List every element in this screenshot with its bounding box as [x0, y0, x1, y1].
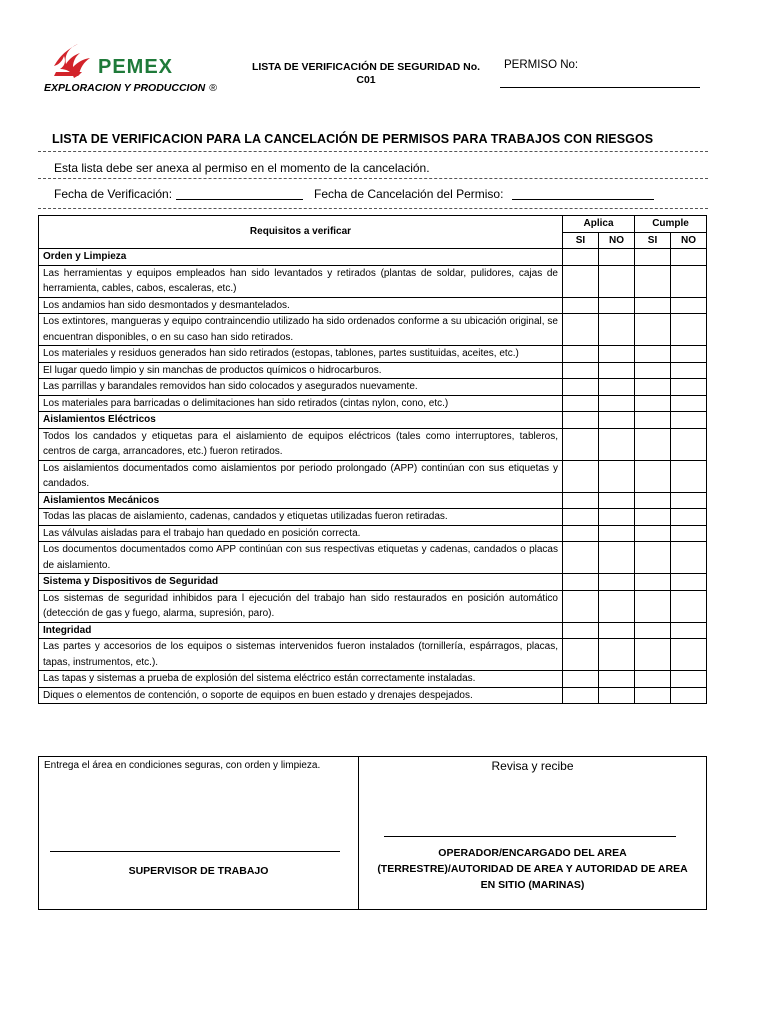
complies-no-cell[interactable] [671, 639, 707, 671]
applies-yes-cell [563, 574, 599, 591]
pemex-logo [44, 42, 217, 98]
applies-yes-cell[interactable] [563, 525, 599, 542]
applies-yes-cell [563, 412, 599, 429]
requirement-text: Los andamios han sido desmontados y desmantelados. [39, 297, 563, 314]
checklist-table [38, 215, 707, 704]
complies-yes-cell [635, 492, 671, 509]
complies-yes-cell[interactable] [635, 297, 671, 314]
table-row [39, 265, 707, 297]
doc-title-line-1: LISTA DE VERIFICACIÓN DE SEGURIDAD No. [251, 61, 481, 73]
applies-no-cell [599, 622, 635, 639]
requirement-text: Los sistemas de seguridad inhibidos para l ejecución del trabajo han sido restaurados en posición automático (detección de gas y fuego, alarma, supresión, paro). [39, 590, 563, 622]
table-row [39, 509, 707, 526]
complies-no-cell [671, 574, 707, 591]
complies-yes-cell[interactable] [635, 265, 671, 297]
applies-no-cell[interactable] [599, 265, 635, 297]
applies-yes-cell [563, 492, 599, 509]
complies-no-cell [671, 412, 707, 429]
permit-number-field[interactable] [500, 87, 700, 88]
table-row [39, 428, 707, 460]
table-row [39, 297, 707, 314]
applies-yes-cell[interactable] [563, 509, 599, 526]
applies-yes-cell [563, 622, 599, 639]
table-row [39, 671, 707, 688]
complies-yes-cell[interactable] [635, 639, 671, 671]
table-row [39, 379, 707, 396]
complies-no-cell[interactable] [671, 687, 707, 704]
divider [38, 208, 708, 209]
requirement-text: Todas las placas de aislamiento, cadenas, candados y etiquetas utilizadas fueron retiradas. [39, 509, 563, 526]
section-row [39, 574, 707, 591]
table-row [39, 525, 707, 542]
complies-yes-cell[interactable] [635, 362, 671, 379]
applies-no-cell[interactable] [599, 542, 635, 574]
applies-yes-cell[interactable] [563, 590, 599, 622]
complies-no-header: NO [671, 232, 707, 249]
complies-header: Cumple [635, 216, 707, 233]
section-heading: Sistema y Dispositivos de Seguridad [39, 574, 563, 591]
verification-date-label: Fecha de Verificación: [54, 187, 173, 201]
applies-yes-cell[interactable] [563, 297, 599, 314]
complies-yes-cell[interactable] [635, 525, 671, 542]
applies-yes-header: SI [563, 232, 599, 249]
table-row [39, 395, 707, 412]
table-row [39, 362, 707, 379]
applies-no-cell[interactable] [599, 314, 635, 346]
cancellation-date-label: Fecha de Cancelación del Permiso: [314, 187, 504, 201]
requirement-text: Todos los candados y etiquetas para el aislamiento de equipos eléctricos (tales como interruptores, tableros, centros de carga, arrancadores, etc.) fueron retirados. [39, 428, 563, 460]
complies-yes-cell[interactable] [635, 379, 671, 396]
applies-no-cell[interactable] [599, 395, 635, 412]
complies-no-cell[interactable] [671, 395, 707, 412]
requirement-text: Los materiales para barricadas o delimitaciones han sido retirados (cintas nylon, cono, etc.) [39, 395, 563, 412]
table-row [39, 314, 707, 346]
applies-yes-cell[interactable] [563, 362, 599, 379]
divider [38, 178, 708, 179]
applies-no-cell[interactable] [599, 639, 635, 671]
applies-header: Aplica [563, 216, 635, 233]
complies-yes-cell [635, 249, 671, 266]
applies-no-cell[interactable] [599, 362, 635, 379]
supervisor-signature-field[interactable] [50, 851, 340, 852]
applies-no-cell[interactable] [599, 509, 635, 526]
applies-yes-cell[interactable] [563, 687, 599, 704]
complies-no-cell[interactable] [671, 542, 707, 574]
table-row [39, 639, 707, 671]
complies-yes-cell[interactable] [635, 542, 671, 574]
applies-yes-cell[interactable] [563, 460, 599, 492]
applies-yes-cell[interactable] [563, 265, 599, 297]
complies-no-cell[interactable] [671, 314, 707, 346]
section-row [39, 249, 707, 266]
verification-date-field[interactable] [176, 199, 303, 200]
applies-no-cell [599, 574, 635, 591]
applies-yes-cell[interactable] [563, 379, 599, 396]
requirement-text: Los aislamientos documentados como aislamientos por periodo prolongado (APP) continúan con sus etiquetas y candados. [39, 460, 563, 492]
table-row [39, 542, 707, 574]
complies-yes-cell[interactable] [635, 460, 671, 492]
complies-no-cell[interactable] [671, 671, 707, 688]
applies-yes-cell[interactable] [563, 346, 599, 363]
cancellation-date-field[interactable] [512, 199, 654, 200]
applies-no-cell[interactable] [599, 525, 635, 542]
applies-yes-cell[interactable] [563, 428, 599, 460]
applies-no-cell[interactable] [599, 379, 635, 396]
pemex-eagle-icon [52, 42, 94, 82]
complies-no-cell[interactable] [671, 460, 707, 492]
complies-yes-cell [635, 622, 671, 639]
complies-yes-cell[interactable] [635, 346, 671, 363]
complies-no-cell[interactable] [671, 297, 707, 314]
complies-yes-cell [635, 574, 671, 591]
table-row [39, 346, 707, 363]
complies-no-cell[interactable] [671, 590, 707, 622]
requirement-text: El lugar quedo limpio y sin manchas de productos químicos o hidrocarburos. [39, 362, 563, 379]
section-heading: Orden y Limpieza [39, 249, 563, 266]
complies-yes-cell[interactable] [635, 509, 671, 526]
section-row [39, 622, 707, 639]
requirement-text: Las válvulas aisladas para el trabajo han quedado en posición correcta. [39, 525, 563, 542]
requirements-header: Requisitos a verificar [39, 216, 563, 249]
table-row [39, 687, 707, 704]
applies-no-header: NO [599, 232, 635, 249]
requirement-text: Las tapas y sistemas a prueba de explosión del sistema eléctrico están correctamente instaladas. [39, 671, 563, 688]
applies-yes-cell[interactable] [563, 542, 599, 574]
complies-yes-cell[interactable] [635, 687, 671, 704]
complies-yes-cell[interactable] [635, 395, 671, 412]
checklist-body [39, 249, 707, 704]
supervisor-label: SUPERVISOR DE TRABAJO [128, 865, 269, 877]
applies-no-cell[interactable] [599, 297, 635, 314]
table-row [39, 590, 707, 622]
applies-no-cell[interactable] [599, 428, 635, 460]
complies-yes-header: SI [635, 232, 671, 249]
requirement-text: Los extintores, mangueras y equipo contraincendio utilizado ha sido ordenados conforme a su ubicación original, se encuentran disponibles, o en su caso han sido retirados. [39, 314, 563, 346]
section-heading: Aislamientos Eléctricos [39, 412, 563, 429]
handover-statement: Entrega el área en condiciones seguras, con orden y limpieza. [44, 760, 321, 771]
review-receive-heading: Revisa y recibe [491, 759, 574, 773]
complies-no-cell[interactable] [671, 525, 707, 542]
instruction-note: Esta lista debe ser anexa al permiso en el momento de la cancelación. [54, 161, 430, 175]
requirement-text: Diques o elementos de contención, o soporte de equipos en buen estado y drenajes despejados. [39, 687, 563, 704]
complies-yes-cell[interactable] [635, 590, 671, 622]
checklist-number-title [226, 61, 506, 87]
applies-yes-cell[interactable] [563, 395, 599, 412]
operator-signature-field[interactable] [384, 836, 676, 837]
registered-mark: ® [209, 82, 217, 94]
section-heading: Aislamientos Mecánicos [39, 492, 563, 509]
complies-yes-cell[interactable] [635, 314, 671, 346]
signature-divider [358, 757, 359, 909]
applies-yes-cell [563, 249, 599, 266]
complies-yes-cell [635, 412, 671, 429]
requirement-text: Las parrillas y barandales removidos han sido colocados y asegurados nuevamente. [39, 379, 563, 396]
section-heading: Integridad [39, 622, 563, 639]
applies-no-cell [599, 249, 635, 266]
section-row [39, 412, 707, 429]
requirement-text: Las herramientas y equipos empleados han sido levantados y retirados (plantas de soldar, pulidores, cajas de herramienta, cables, cabos, escaleras, etc.) [39, 265, 563, 297]
complies-no-cell[interactable] [671, 362, 707, 379]
requirement-text: Las partes y accesorios de los equipos o sistemas intervenidos fueron instalados (tornillería, espárragos, placas, tapas, instrumentos, etc.). [39, 639, 563, 671]
applies-no-cell[interactable] [599, 590, 635, 622]
complies-no-cell [671, 249, 707, 266]
applies-no-cell[interactable] [599, 346, 635, 363]
complies-yes-cell[interactable] [635, 671, 671, 688]
complies-no-cell[interactable] [671, 346, 707, 363]
operator-label: OPERADOR/ENCARGADO DEL AREA (TERRESTRE)/AUTORIDAD DE AREA Y AUTORIDAD DE AREA EN SITIO (MARINAS) [377, 847, 688, 891]
permit-number-label: PERMISO No: [504, 59, 579, 71]
signature-box [38, 756, 707, 910]
doc-title-line-2: C01 [356, 74, 376, 86]
applies-yes-cell[interactable] [563, 314, 599, 346]
requirement-text: Los documentos documentados como APP continúan con sus respectivas etiquetas y cadenas, candados o placas de aislamiento. [39, 542, 563, 574]
logo-wordmark: PEMEX [98, 56, 174, 78]
complies-no-cell [671, 492, 707, 509]
logo-subtitle-text: EXPLORACION Y PRODUCCION [44, 82, 206, 94]
complies-yes-cell[interactable] [635, 428, 671, 460]
page-title: LISTA DE VERIFICACION PARA LA CANCELACIÓN DE PERMISOS PARA TRABAJOS CON RIESGOS [52, 132, 654, 146]
requirement-text: Los materiales y residuos generados han sido retirados (estopas, tablones, partes sustituidas, aceites, etc.) [39, 346, 563, 363]
applies-no-cell[interactable] [599, 460, 635, 492]
applies-yes-cell[interactable] [563, 639, 599, 671]
complies-no-cell[interactable] [671, 509, 707, 526]
applies-no-cell [599, 412, 635, 429]
complies-no-cell[interactable] [671, 379, 707, 396]
complies-no-cell[interactable] [671, 265, 707, 297]
logo-subtitle [44, 82, 217, 94]
applies-no-cell[interactable] [599, 687, 635, 704]
complies-no-cell[interactable] [671, 428, 707, 460]
applies-no-cell[interactable] [599, 671, 635, 688]
divider [38, 151, 708, 152]
table-row [39, 460, 707, 492]
applies-no-cell [599, 492, 635, 509]
applies-yes-cell[interactable] [563, 671, 599, 688]
section-row [39, 492, 707, 509]
complies-no-cell [671, 622, 707, 639]
